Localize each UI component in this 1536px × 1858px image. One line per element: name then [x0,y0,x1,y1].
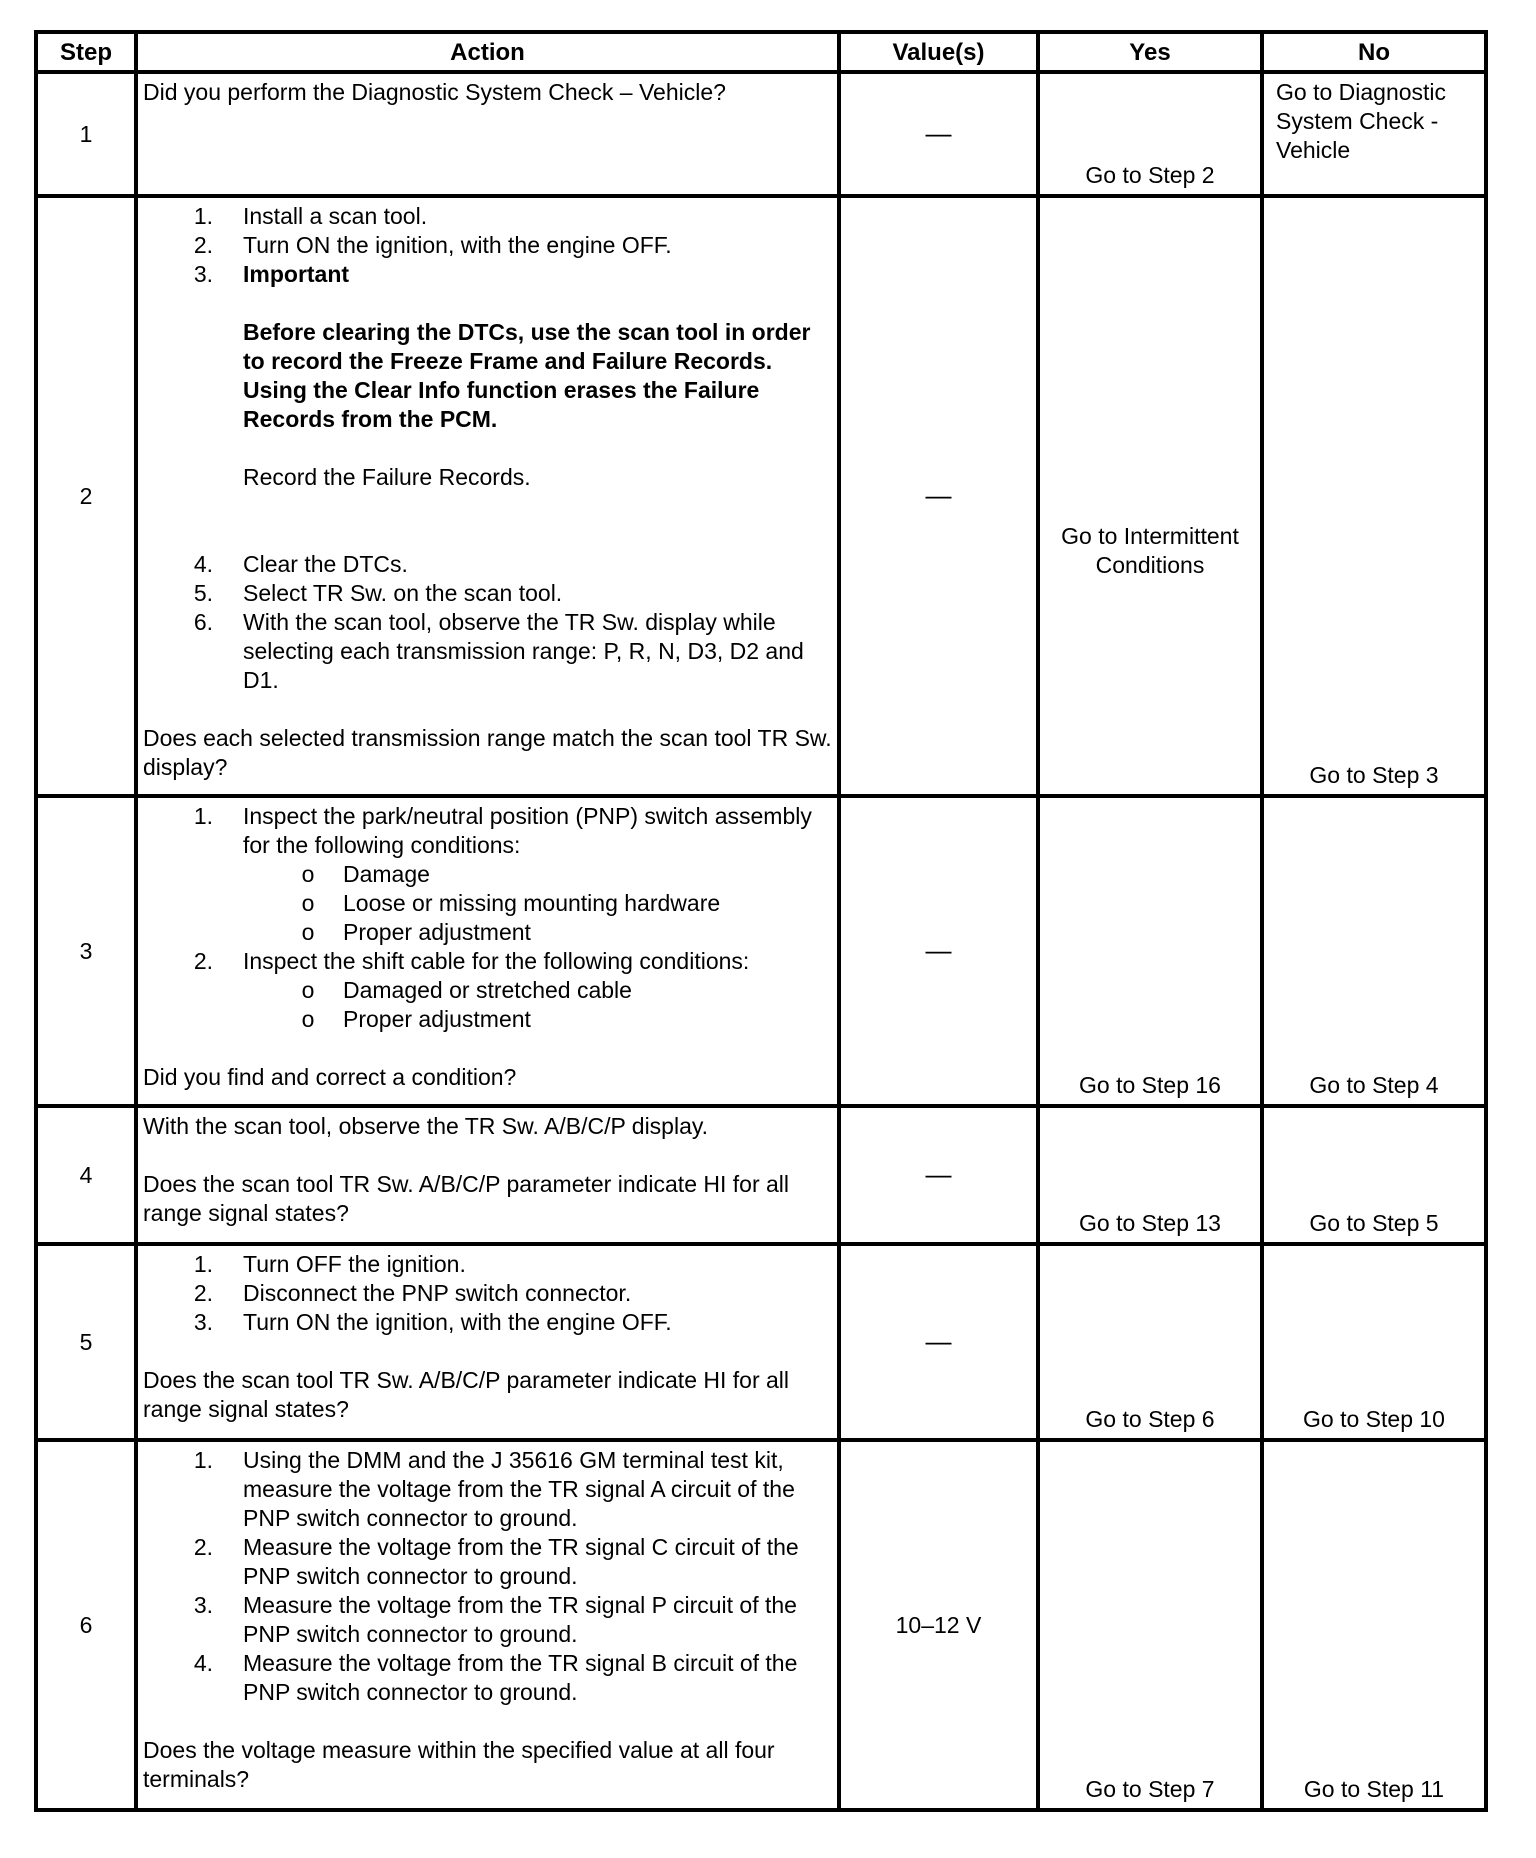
list-item: 2. Inspect the shift cable for the following conditions: o Damaged or stretched cable o Proper adjustment [143,947,833,1034]
action-cell [136,1440,839,1810]
sub-item: o Damage [301,861,430,887]
table-row-step-6 [36,1440,1486,1810]
value-text: — [925,1159,952,1189]
sub-item: o Loose or missing mounting hardware [301,890,721,916]
header-yes: Yes [1038,32,1262,72]
table-row-step-1 [36,72,1486,196]
no-cell [1262,72,1486,196]
list-item: 1. Install a scan tool. [193,203,428,229]
action-cell [136,72,839,196]
yes-cell [1038,1244,1262,1440]
action-list [143,1446,833,1707]
action-list [143,202,833,695]
action-list [143,802,833,1034]
action-question: Does the voltage measure within the specified value at all four terminals? [143,1737,775,1792]
list-item: 3. Measure the voltage from the TR signal P circuit of the PNP switch connector to ground. [193,1592,797,1647]
yes-link[interactable]: Go to Intermittent Conditions [1061,523,1239,578]
list-item: 3. Important Before clearing the DTCs, use the scan tool in order to record the Freeze Frame and Failure Records. Using the Clear Info function erases the Failure Records from the PCM. Record the Failure Records. [143,260,833,550]
action-question: Did you perform the Diagnostic System Check – Vehicle? [143,79,726,105]
list-item: 2. Measure the voltage from the TR signal C circuit of the PNP switch connector to ground. [193,1534,799,1589]
action-question: Did you find and correct a condition? [143,1064,517,1090]
no-link[interactable]: Go to Step 5 [1309,1210,1439,1236]
sub-list [243,860,833,947]
no-cell [1262,1106,1486,1244]
yes-link[interactable]: Go to Step 16 [1079,1072,1221,1098]
table-row-step-2 [36,196,1486,796]
header-action: Action [136,32,839,72]
value-text: — [925,1326,952,1356]
step-number: 5 [36,1244,136,1440]
list-item: 2. Disconnect the PNP switch connector. [193,1280,632,1306]
header-values: Value(s) [839,32,1038,72]
header-row [36,32,1486,72]
step-number: 1 [36,72,136,196]
yes-cell [1038,1440,1262,1810]
table-row-step-4 [36,1106,1486,1244]
list-item: 5. Select TR Sw. on the scan tool. [193,580,563,606]
list-item: 2. Turn ON the ignition, with the engine OFF. [193,232,672,258]
value-cell [839,1244,1038,1440]
no-link[interactable]: Go to Step 10 [1303,1406,1445,1432]
no-cell [1262,796,1486,1106]
action-question: Does each selected transmission range match the scan tool TR Sw. display? [143,725,832,780]
no-link[interactable]: Go to Diagnostic System Check - Vehicle [1276,79,1447,163]
list-item: 1. Turn OFF the ignition. [193,1251,466,1277]
step-number: 4 [36,1106,136,1244]
yes-cell [1038,72,1262,196]
sub-item: o Damaged or stretched cable [301,977,632,1003]
important-note: Before clearing the DTCs, use the scan tool in order to record the Freeze Frame and Failure Records. Using the Clear Info function erases the Failure Records from the PCM. [243,319,811,432]
step-number: 2 [36,196,136,796]
no-cell [1262,196,1486,796]
sub-item: o Proper adjustment [301,919,531,945]
table-row-step-3 [36,796,1486,1106]
value-text: — [925,935,952,965]
no-cell [1262,1440,1486,1810]
action-cell [136,1106,839,1244]
yes-link[interactable]: Go to Step 13 [1079,1210,1221,1236]
value-cell [839,796,1038,1106]
action-question: Does the scan tool TR Sw. A/B/C/P parameter indicate HI for all range signal states? [143,1367,790,1422]
list-item: 1. Inspect the park/neutral position (PNP) switch assembly for the following conditions: o Damage o Loose or missing mounting hardware o Proper adjustment [143,802,833,947]
value-cell [839,1106,1038,1244]
action-cell [136,1244,839,1440]
step-number: 3 [36,796,136,1106]
list-item: 4. Measure the voltage from the TR signal B circuit of the PNP switch connector to ground. [193,1650,798,1705]
action-cell [136,196,839,796]
action-list [143,1250,833,1337]
list-item: 3. Turn ON the ignition, with the engine OFF. [193,1309,672,1335]
value-cell [839,196,1038,796]
value-text: 10–12 V [895,1611,982,1638]
record-instruction: Record the Failure Records. [243,464,531,490]
action-question: Does the scan tool TR Sw. A/B/C/P parameter indicate HI for all range signal states? [143,1171,790,1226]
no-cell [1262,1244,1486,1440]
step-number: 6 [36,1440,136,1810]
list-item: 4. Clear the DTCs. [193,551,408,577]
value-cell [839,1440,1038,1810]
action-intro: With the scan tool, observe the TR Sw. A/B/C/P display. [143,1113,709,1139]
yes-link[interactable]: Go to Step 6 [1085,1406,1215,1432]
list-item: 6. With the scan tool, observe the TR Sw. display while selecting each transmission range: P, R, N, D3, D2 and D1. [193,609,804,693]
sub-list [243,976,833,1034]
no-link[interactable]: Go to Step 11 [1303,1776,1445,1802]
no-link[interactable]: Go to Step 4 [1309,1072,1439,1098]
value-text: — [925,118,952,148]
yes-cell [1038,1106,1262,1244]
diagnostic-table [34,30,1488,1812]
yes-link[interactable]: Go to Step 7 [1085,1776,1215,1802]
sub-item: o Proper adjustment [301,1006,531,1032]
value-cell [839,72,1038,196]
list-item: 1. Using the DMM and the J 35616 GM terminal test kit, measure the voltage from the TR signal A circuit of the PNP switch connector to ground. [193,1447,795,1531]
header-no: No [1262,32,1486,72]
no-link[interactable]: Go to Step 3 [1309,762,1439,788]
yes-cell [1038,196,1262,796]
action-cell [136,796,839,1106]
important-heading: Important [243,261,350,287]
table-row-step-5 [36,1244,1486,1440]
yes-link[interactable]: Go to Step 2 [1085,162,1215,188]
header-step: Step [36,32,136,72]
value-text: — [925,480,952,510]
yes-cell [1038,796,1262,1106]
